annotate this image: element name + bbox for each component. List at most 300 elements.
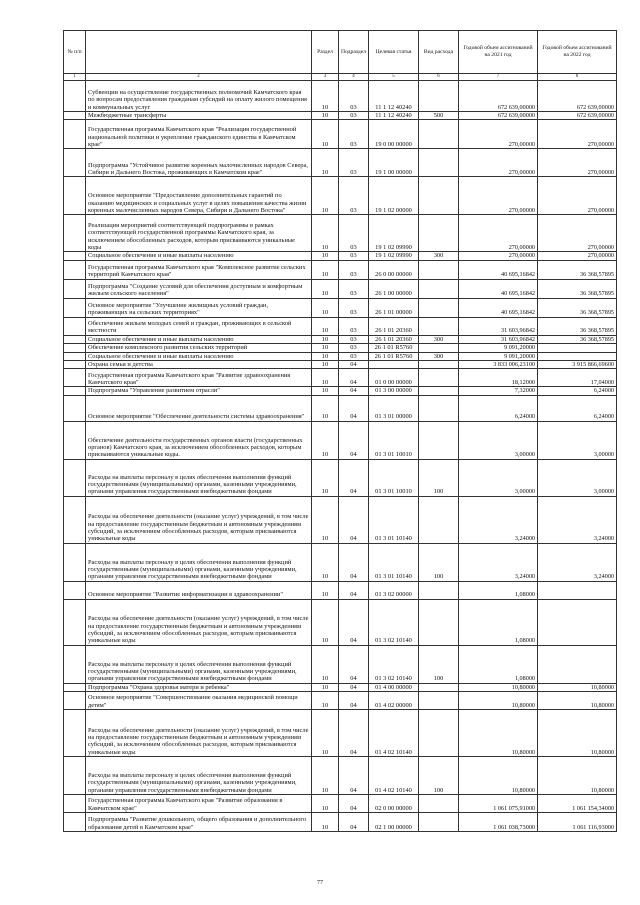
cell-v2022: 10,80000 xyxy=(538,692,617,710)
cell-podrazdel: 04 xyxy=(339,543,369,581)
table-row xyxy=(64,369,617,387)
cell-name: Подпрограмма "Устойчивое развитие коренных малочисленных народов Севера, Сибири и Дальнего Востока, проживающих в Камчатском крае" xyxy=(86,149,312,177)
index-cell: 1 xyxy=(64,74,86,81)
cell-v2021: 40 695,16842 xyxy=(459,260,538,279)
cell-podrazdel: 03 xyxy=(339,260,369,279)
cell-v2022: 3,24000 xyxy=(538,543,617,581)
table-row xyxy=(64,298,617,317)
cell-name: Расходы на обеспечение деятельности (оказание услуг) учреждений, в том числе на предоставление государственным бюджетным и автономным учреждениям субсидий, за исключением обособленных расходов, которым присваиваются уникальные коды xyxy=(86,710,312,757)
cell-v2022 xyxy=(538,645,617,683)
cell-target: 19 1 02 09990 xyxy=(369,252,419,260)
cell-target: 19 1 02 00000 xyxy=(369,177,419,215)
cell-razdel: 10 xyxy=(312,352,339,360)
cell-podrazdel: 04 xyxy=(339,361,369,369)
cell-target: 19 1 02 09990 xyxy=(369,215,419,252)
cell-vid: 100 xyxy=(419,543,459,581)
cell-num xyxy=(64,757,86,795)
index-row xyxy=(64,74,617,81)
cell-v2022: 10,80000 xyxy=(538,757,617,795)
cell-name: Государственная программа Камчатского края "Реализация государственной национальной политики и укрепление гражданского единства в Камчатском крае" xyxy=(86,120,312,149)
cell-razdel: 10 xyxy=(312,120,339,149)
cell-name: Социальное обеспечение и иные выплаты населению xyxy=(86,352,312,360)
cell-name: Подпрограмма "Создание условий для обеспечения доступным и комфортным жильем сельского населения" xyxy=(86,279,312,298)
cell-target: 26 0 00 00000 xyxy=(369,260,419,279)
cell-v2021: 270,00000 xyxy=(459,177,538,215)
cell-vid xyxy=(419,344,459,352)
cell-target: 11 1 12 40240 xyxy=(369,81,419,112)
cell-num xyxy=(64,599,86,645)
cell-num xyxy=(64,120,86,149)
table-row xyxy=(64,344,617,352)
cell-target: 01 4 02 10140 xyxy=(369,710,419,757)
cell-name: Основное мероприятие "Улучшение жилищных условий граждан, проживающих на сельских территориях" xyxy=(86,298,312,317)
cell-num xyxy=(64,543,86,581)
cell-v2021: 3,24000 xyxy=(459,543,538,581)
cell-razdel: 10 xyxy=(312,149,339,177)
cell-v2022: 3,00000 xyxy=(538,421,617,459)
cell-razdel: 10 xyxy=(312,813,339,832)
cell-name: Основное мероприятие "Совершенствование оказания медицинской помощи детям" xyxy=(86,692,312,710)
cell-v2021: 672 639,00000 xyxy=(459,112,538,120)
cell-v2022: 36 368,57895 xyxy=(538,335,617,343)
cell-target: 19 0 00 00000 xyxy=(369,120,419,149)
cell-podrazdel: 04 xyxy=(339,421,369,459)
cell-podrazdel: 04 xyxy=(339,757,369,795)
table-row xyxy=(64,387,617,395)
cell-v2022: 3,00000 xyxy=(538,459,617,496)
cell-name: Расходы на выплаты персоналу в целях обеспечения выполнения функций государственными (муниципальными) органами, казенными учреждениями, органами управления государственными внебюджетными фондами xyxy=(86,543,312,581)
cell-num xyxy=(64,387,86,395)
cell-v2022 xyxy=(538,599,617,645)
cell-target: 01 3 02 10140 xyxy=(369,645,419,683)
cell-name: Государственная программа Камчатского края "Развитие образования в Камчатском крае" xyxy=(86,795,312,813)
table-row xyxy=(64,543,617,581)
cell-podrazdel: 03 xyxy=(339,120,369,149)
cell-v2022: 1 061 116,93000 xyxy=(538,813,617,832)
cell-podrazdel: 03 xyxy=(339,177,369,215)
cell-num xyxy=(64,361,86,369)
cell-razdel: 10 xyxy=(312,395,339,421)
cell-razdel: 10 xyxy=(312,344,339,352)
cell-target: 02 0 00 00000 xyxy=(369,795,419,813)
cell-v2021: 40 695,16842 xyxy=(459,279,538,298)
cell-num xyxy=(64,112,86,120)
cell-vid xyxy=(419,813,459,832)
cell-v2022: 270,00000 xyxy=(538,120,617,149)
cell-target: 26 1 01 00000 xyxy=(369,298,419,317)
cell-v2022: 270,00000 xyxy=(538,215,617,252)
cell-target: 01 3 01 10010 xyxy=(369,459,419,496)
cell-razdel: 10 xyxy=(312,81,339,112)
cell-v2022: 6,24000 xyxy=(538,387,617,395)
cell-num xyxy=(64,215,86,252)
index-cell: 8 xyxy=(538,74,617,81)
cell-v2021: 18,12000 xyxy=(459,369,538,387)
cell-num xyxy=(64,298,86,317)
cell-num xyxy=(64,710,86,757)
cell-name: Основное мероприятие "Обеспечение деятельности системы здравоохранения" xyxy=(86,395,312,421)
cell-target: 26 1 01 R5760 xyxy=(369,352,419,360)
cell-podrazdel: 03 xyxy=(339,335,369,343)
cell-podrazdel: 03 xyxy=(339,317,369,335)
table-row xyxy=(64,395,617,421)
cell-v2022: 3 915 866,69600 xyxy=(538,361,617,369)
cell-v2021: 7,32000 xyxy=(459,387,538,395)
cell-target: 01 3 00 00000 xyxy=(369,387,419,395)
cell-v2022 xyxy=(538,344,617,352)
cell-v2022: 17,04000 xyxy=(538,369,617,387)
index-cell: 6 xyxy=(419,74,459,81)
cell-vid xyxy=(419,298,459,317)
cell-v2021: 31 603,96842 xyxy=(459,317,538,335)
table-row xyxy=(64,112,617,120)
cell-razdel: 10 xyxy=(312,361,339,369)
cell-name: Подпрограмма "Развитие дошкольного, общего образования и дополнительного образования детей в Камчатском крае" xyxy=(86,813,312,832)
cell-podrazdel: 03 xyxy=(339,252,369,260)
header-num: № п/п xyxy=(64,31,86,74)
cell-v2022: 1 061 154,34000 xyxy=(538,795,617,813)
cell-razdel: 10 xyxy=(312,112,339,120)
page-number: 77 xyxy=(317,880,323,886)
cell-v2022: 270,00000 xyxy=(538,149,617,177)
cell-razdel: 10 xyxy=(312,317,339,335)
cell-num xyxy=(64,317,86,335)
cell-num xyxy=(64,279,86,298)
cell-vid xyxy=(419,81,459,112)
cell-podrazdel: 04 xyxy=(339,459,369,496)
cell-podrazdel: 03 xyxy=(339,279,369,298)
cell-podrazdel: 04 xyxy=(339,369,369,387)
table-row xyxy=(64,81,617,112)
cell-podrazdel: 04 xyxy=(339,599,369,645)
cell-target: 01 3 01 00000 xyxy=(369,395,419,421)
cell-name: Основное мероприятие "Предоставление дополнительных гарантий по оказанию медицинских и социальных услуг в целях повышения качества жизни коренных малочисленных народов Севера, Сибири и Дальнего Востока" xyxy=(86,177,312,215)
cell-name: Подпрограмма "Охрана здоровья матери и ребенка" xyxy=(86,683,312,691)
cell-razdel: 10 xyxy=(312,298,339,317)
cell-num xyxy=(64,335,86,343)
cell-target: 26 1 01 R5760 xyxy=(369,344,419,352)
cell-podrazdel: 04 xyxy=(339,692,369,710)
cell-podrazdel: 03 xyxy=(339,344,369,352)
cell-target: 01 0 00 00000 xyxy=(369,369,419,387)
cell-v2021: 3,24000 xyxy=(459,496,538,543)
cell-name: Социальное обеспечение и иные выплаты населению xyxy=(86,335,312,343)
cell-vid: 300 xyxy=(419,252,459,260)
cell-name: Охрана семьи и детства xyxy=(86,361,312,369)
cell-num xyxy=(64,421,86,459)
index-cell: 4 xyxy=(339,74,369,81)
cell-v2021: 1,08000 xyxy=(459,581,538,599)
cell-name: Социальное обеспечение и иные выплаты населению xyxy=(86,252,312,260)
cell-vid xyxy=(419,120,459,149)
table-row xyxy=(64,260,617,279)
cell-num xyxy=(64,581,86,599)
cell-razdel: 10 xyxy=(312,387,339,395)
table-header xyxy=(64,31,617,74)
table-row xyxy=(64,710,617,757)
cell-v2021: 3,00000 xyxy=(459,421,538,459)
cell-razdel: 10 xyxy=(312,279,339,298)
cell-v2022: 672 639,00000 xyxy=(538,81,617,112)
cell-v2022: 36 368,57895 xyxy=(538,298,617,317)
table-row xyxy=(64,352,617,360)
cell-vid xyxy=(419,177,459,215)
cell-v2022: 6,24000 xyxy=(538,395,617,421)
cell-v2021: 1,08000 xyxy=(459,599,538,645)
cell-vid xyxy=(419,215,459,252)
cell-vid xyxy=(419,710,459,757)
cell-v2021: 270,00000 xyxy=(459,120,538,149)
cell-vid xyxy=(419,149,459,177)
cell-vid: 100 xyxy=(419,645,459,683)
cell-target: 26 1 01 20360 xyxy=(369,335,419,343)
cell-podrazdel: 04 xyxy=(339,710,369,757)
cell-v2021: 1,08000 xyxy=(459,645,538,683)
cell-v2022: 36 368,57895 xyxy=(538,279,617,298)
cell-podrazdel: 04 xyxy=(339,645,369,683)
cell-num xyxy=(64,496,86,543)
table-row xyxy=(64,335,617,343)
cell-name: Обеспечение комплексного развития сельских территорий xyxy=(86,344,312,352)
cell-v2022: 270,00000 xyxy=(538,252,617,260)
table-row xyxy=(64,421,617,459)
cell-name: Реализация мероприятий соответствующей подпрограммы в рамках соответствующей государственной программы Камчатского края, за исключением обособленных расходов, которым присваиваются уникальные коды xyxy=(86,215,312,252)
cell-v2021: 1 061 075,91000 xyxy=(459,795,538,813)
cell-podrazdel: 03 xyxy=(339,81,369,112)
cell-razdel: 10 xyxy=(312,645,339,683)
cell-podrazdel: 03 xyxy=(339,112,369,120)
cell-target: 01 3 01 10010 xyxy=(369,421,419,459)
cell-num xyxy=(64,459,86,496)
cell-v2022: 270,00000 xyxy=(538,177,617,215)
cell-vid xyxy=(419,387,459,395)
cell-razdel: 10 xyxy=(312,795,339,813)
table-row xyxy=(64,361,617,369)
index-cell: 3 xyxy=(312,74,339,81)
cell-v2021: 10,80000 xyxy=(459,710,538,757)
cell-vid xyxy=(419,317,459,335)
cell-vid: 100 xyxy=(419,459,459,496)
cell-v2021: 9 091,20000 xyxy=(459,344,538,352)
cell-name: Расходы на обеспечение деятельности (оказание услуг) учреждений, в том числе на предоставление государственным бюджетным и автономным учреждениям субсидий, за исключением обособленных расходов, которым присваиваются уникальные коды xyxy=(86,599,312,645)
cell-razdel: 10 xyxy=(312,369,339,387)
header-razdel: Раздел xyxy=(312,31,339,74)
cell-vid: 300 xyxy=(419,335,459,343)
cell-name: Расходы на выплаты персоналу в целях обеспечения выполнения функций государственными (муниципальными) органами, казенными учреждениями, органами управления государственными внебюджетными фондами xyxy=(86,757,312,795)
cell-vid xyxy=(419,421,459,459)
cell-podrazdel: 04 xyxy=(339,795,369,813)
cell-v2022: 36 368,57895 xyxy=(538,260,617,279)
cell-vid xyxy=(419,260,459,279)
cell-v2022: 3,24000 xyxy=(538,496,617,543)
table-row xyxy=(64,149,617,177)
cell-name: Государственная программа Камчатского края "Развитие здравоохранения Камчатского края" xyxy=(86,369,312,387)
cell-name: Обеспечение деятельности государственных органов власти (государственных органов) Камчатского края, за исключением обособленных расходов, которым присваиваются уникальные коды. xyxy=(86,421,312,459)
cell-num xyxy=(64,369,86,387)
header-name xyxy=(86,31,312,74)
cell-v2021: 270,00000 xyxy=(459,215,538,252)
cell-v2022: 10,80000 xyxy=(538,710,617,757)
cell-name: Расходы на выплаты персоналу в целях обеспечения выполнения функций государственными (муниципальными) органами, казенными учреждениями, органами управления государственными внебюджетными фондами xyxy=(86,459,312,496)
cell-v2021: 10,80000 xyxy=(459,692,538,710)
table-row xyxy=(64,813,617,832)
cell-razdel: 10 xyxy=(312,599,339,645)
cell-vid: 500 xyxy=(419,112,459,120)
cell-v2022: 36 368,57895 xyxy=(538,317,617,335)
cell-razdel: 10 xyxy=(312,459,339,496)
table-row xyxy=(64,683,617,691)
cell-target: 01 4 02 10140 xyxy=(369,757,419,795)
cell-razdel: 10 xyxy=(312,335,339,343)
cell-podrazdel: 04 xyxy=(339,496,369,543)
cell-target: 11 1 12 40240 xyxy=(369,112,419,120)
cell-name: Основное мероприятие "Развитие информатизации в здравоохранении" xyxy=(86,581,312,599)
cell-target: 02 1 00 00000 xyxy=(369,813,419,832)
cell-v2022 xyxy=(538,352,617,360)
cell-v2021: 40 695,16842 xyxy=(459,298,538,317)
cell-podrazdel: 03 xyxy=(339,149,369,177)
cell-podrazdel: 03 xyxy=(339,298,369,317)
cell-vid xyxy=(419,683,459,691)
cell-v2022 xyxy=(538,581,617,599)
table-row xyxy=(64,120,617,149)
table-row xyxy=(64,692,617,710)
index-cell: 5 xyxy=(369,74,419,81)
table-row xyxy=(64,252,617,260)
cell-num xyxy=(64,813,86,832)
cell-target: 01 3 01 10140 xyxy=(369,543,419,581)
cell-num xyxy=(64,395,86,421)
table-row xyxy=(64,599,617,645)
cell-target: 26 1 01 20360 xyxy=(369,317,419,335)
cell-num xyxy=(64,81,86,112)
table-row xyxy=(64,757,617,795)
cell-v2021: 10,80000 xyxy=(459,683,538,691)
cell-v2021: 6,24000 xyxy=(459,395,538,421)
table-row xyxy=(64,496,617,543)
header-vid: Вид расхода xyxy=(419,31,459,74)
cell-v2021: 270,00000 xyxy=(459,252,538,260)
cell-num xyxy=(64,645,86,683)
cell-razdel: 10 xyxy=(312,757,339,795)
cell-v2021: 9 091,20000 xyxy=(459,352,538,360)
cell-podrazdel: 04 xyxy=(339,683,369,691)
cell-target: 01 4 00 00000 xyxy=(369,683,419,691)
cell-razdel: 10 xyxy=(312,581,339,599)
cell-num xyxy=(64,260,86,279)
cell-v2021: 10,80000 xyxy=(459,757,538,795)
cell-v2021: 31 603,96842 xyxy=(459,335,538,343)
cell-name: Межбюджетные трансферты xyxy=(86,112,312,120)
cell-name: Расходы на выплаты персоналу в целях обеспечения выполнения функций государственными (муниципальными) органами, казенными учреждениями, органами управления государственными внебюджетными фондами xyxy=(86,645,312,683)
cell-name: Расходы на обеспечение деятельности (оказание услуг) учреждений, в том числе на предоставление государственным бюджетным и автономным учреждениям субсидий, за исключением обособленных расходов, которым присваиваются уникальные коды xyxy=(86,496,312,543)
table-row xyxy=(64,645,617,683)
cell-razdel: 10 xyxy=(312,215,339,252)
cell-target: 19 1 00 00000 xyxy=(369,149,419,177)
cell-target: 01 3 01 10140 xyxy=(369,496,419,543)
cell-num xyxy=(64,795,86,813)
cell-num xyxy=(64,344,86,352)
cell-vid xyxy=(419,361,459,369)
cell-num xyxy=(64,149,86,177)
cell-podrazdel: 04 xyxy=(339,395,369,421)
table-row xyxy=(64,317,617,335)
header-podrazdel: Подраздел xyxy=(339,31,369,74)
cell-razdel: 10 xyxy=(312,683,339,691)
header-2022: Годовой объем ассигнований на 2022 год xyxy=(538,31,617,74)
cell-v2021: 3,00000 xyxy=(459,459,538,496)
cell-name: Обеспечение жильем молодых семей и граждан, проживающих в сельской местности xyxy=(86,317,312,335)
cell-podrazdel: 03 xyxy=(339,215,369,252)
table-body xyxy=(64,81,617,832)
table-row xyxy=(64,215,617,252)
cell-v2021: 672 639,00000 xyxy=(459,81,538,112)
index-cell: 7 xyxy=(459,74,538,81)
budget-table-sheet xyxy=(63,30,616,832)
cell-name: Государственная программа Камчатского края "Комплексное развитие сельских территорий Камчатского края" xyxy=(86,260,312,279)
cell-vid xyxy=(419,395,459,421)
cell-v2021: 3 833 006,23100 xyxy=(459,361,538,369)
cell-vid xyxy=(419,599,459,645)
cell-name: Подпрограмма "Управление развитием отрасли" xyxy=(86,387,312,395)
header-target: Целевая статья xyxy=(369,31,419,74)
table-row xyxy=(64,581,617,599)
budget-table xyxy=(63,30,617,832)
cell-num xyxy=(64,177,86,215)
cell-vid xyxy=(419,581,459,599)
cell-v2022: 10,80000 xyxy=(538,683,617,691)
cell-vid: 100 xyxy=(419,757,459,795)
cell-podrazdel: 04 xyxy=(339,387,369,395)
cell-num xyxy=(64,252,86,260)
cell-razdel: 10 xyxy=(312,710,339,757)
cell-vid xyxy=(419,279,459,298)
cell-vid xyxy=(419,369,459,387)
table-row xyxy=(64,279,617,298)
cell-v2021: 1 061 038,73000 xyxy=(459,813,538,832)
cell-podrazdel: 04 xyxy=(339,813,369,832)
cell-num xyxy=(64,683,86,691)
cell-podrazdel: 04 xyxy=(339,581,369,599)
cell-razdel: 10 xyxy=(312,543,339,581)
cell-vid xyxy=(419,496,459,543)
table-row xyxy=(64,459,617,496)
cell-target: 26 1 00 00000 xyxy=(369,279,419,298)
cell-vid xyxy=(419,795,459,813)
cell-v2022: 672 639,00000 xyxy=(538,112,617,120)
cell-target: 01 3 02 10140 xyxy=(369,599,419,645)
cell-num xyxy=(64,692,86,710)
cell-razdel: 10 xyxy=(312,496,339,543)
table-row xyxy=(64,177,617,215)
cell-razdel: 10 xyxy=(312,177,339,215)
cell-vid xyxy=(419,692,459,710)
cell-name: Субвенции на осуществление государственных полномочий Камчатского края по вопросам предоставления гражданам субсидий на оплату жилого помещения и коммунальных услуг xyxy=(86,81,312,112)
cell-razdel: 10 xyxy=(312,421,339,459)
header-2021: Годовой объем ассигнований на 2021 год xyxy=(459,31,538,74)
cell-num xyxy=(64,352,86,360)
cell-target xyxy=(369,361,419,369)
table-row xyxy=(64,795,617,813)
cell-razdel: 10 xyxy=(312,252,339,260)
cell-target: 01 4 02 00000 xyxy=(369,692,419,710)
cell-vid: 300 xyxy=(419,352,459,360)
cell-razdel: 10 xyxy=(312,260,339,279)
cell-target: 01 3 02 00000 xyxy=(369,581,419,599)
cell-razdel: 10 xyxy=(312,692,339,710)
index-cell: 2 xyxy=(86,74,312,81)
cell-v2021: 270,00000 xyxy=(459,149,538,177)
